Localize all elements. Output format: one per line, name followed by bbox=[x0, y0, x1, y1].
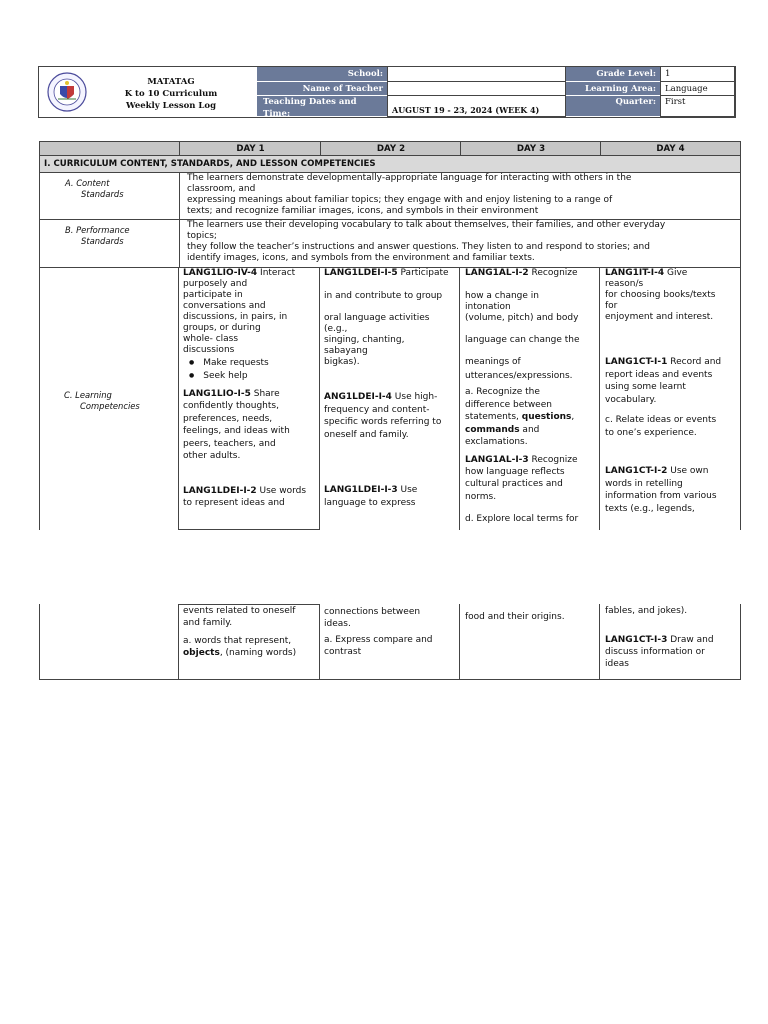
day-3-header: DAY 3 bbox=[516, 144, 546, 154]
competency-line: how language reflects bbox=[465, 466, 565, 477]
competency-code: LANG1LDEI-I-2 bbox=[183, 485, 257, 496]
teaching-dates-label: Teaching Dates and Time: bbox=[257, 96, 387, 117]
quarter-label: Quarter: bbox=[566, 96, 660, 117]
deped-seal-logo bbox=[47, 72, 87, 112]
competency-line: language can change the bbox=[465, 335, 580, 345]
competency-line: fables, and jokes). bbox=[605, 606, 688, 616]
competency-code: LANG1IT-I-4 bbox=[605, 268, 665, 278]
content-standards-text bbox=[187, 173, 737, 217]
competency-text: Recognize bbox=[528, 268, 578, 278]
competency-line: cultural practices and bbox=[465, 479, 563, 489]
competency-line: ideas bbox=[605, 659, 629, 669]
competency-text: statements, bbox=[465, 412, 522, 422]
competency-line: report ideas and events bbox=[605, 369, 713, 380]
day-4-competencies-continued bbox=[605, 605, 714, 670]
competency-line: for bbox=[605, 301, 618, 311]
competency-line: a. words that represent, bbox=[183, 636, 292, 646]
competency-line: using some learnt bbox=[605, 382, 686, 392]
competency-line: exclamations. bbox=[465, 437, 528, 447]
content-standards-line: texts; and recognize familiar images, icons, and symbols in their environment bbox=[187, 206, 539, 216]
competency-text: Share bbox=[250, 389, 280, 399]
header-title bbox=[111, 76, 231, 112]
learning-area-label: Learning Area: bbox=[566, 82, 660, 96]
competency-line: in and contribute to group bbox=[324, 291, 443, 301]
performance-standards-line: The learners use their developing vocabulary to talk about themselves, their families, and other everyday bbox=[187, 220, 666, 230]
competency-line: c. Relate ideas or events bbox=[605, 415, 717, 425]
competency-line: texts (e.g., legends, bbox=[605, 503, 695, 514]
content-standards-line: expressing meanings about familiar topics; they engage with and enjoy listening to a range of bbox=[187, 195, 613, 205]
competency-code: LANG1LDEI-I-5 bbox=[324, 268, 398, 278]
competency-code: LANG1AL-I-2 bbox=[465, 268, 529, 278]
competency-line: conversations and bbox=[183, 301, 266, 311]
learning-area-field[interactable]: Language bbox=[660, 82, 735, 96]
competency-line: specific words referring to bbox=[324, 417, 442, 427]
competency-line: utterances/expressions. bbox=[465, 371, 573, 381]
competency-code: LANG1LIO-I-5 bbox=[183, 389, 251, 399]
competency-line: participate in bbox=[183, 290, 243, 300]
school-label: School: bbox=[257, 67, 387, 82]
competency-line: how a change in bbox=[465, 291, 539, 301]
competency-bold: questions bbox=[521, 412, 572, 422]
competency-line: to represent ideas and bbox=[183, 498, 285, 508]
teacher-label: Name of Teacher bbox=[257, 82, 387, 96]
competency-line: groups, or during bbox=[183, 323, 261, 333]
competency-line: feelings, and ideas with bbox=[183, 426, 290, 436]
performance-standards-line: topics; bbox=[187, 231, 217, 241]
teacher-field[interactable] bbox=[387, 82, 566, 96]
competency-line: confidently thoughts, bbox=[183, 401, 279, 411]
performance-standards-line: identify images, icons, and symbols from the environment and familiar texts. bbox=[187, 253, 535, 263]
day-1-competencies bbox=[183, 268, 306, 510]
competency-line: food and their origins. bbox=[465, 612, 565, 622]
performance-standards-label-2: Standards bbox=[81, 236, 124, 246]
performance-standards-label-1: B. Performance bbox=[65, 225, 130, 235]
performance-standards-text bbox=[187, 220, 737, 264]
day-3-competencies-continued bbox=[465, 612, 565, 623]
competency-text: and bbox=[519, 424, 540, 435]
learning-competencies-label-2: Competencies bbox=[80, 401, 140, 411]
competency-code: LANG1CT-I-2 bbox=[605, 466, 668, 476]
content-standards-row bbox=[39, 173, 741, 220]
competency-line: preferences, needs, bbox=[183, 413, 273, 424]
learning-competencies-label-1: C. Learning bbox=[64, 390, 112, 400]
performance-standards-line: they follow the teacher’s instructions and answer questions. They listen to and respond to stories; and bbox=[187, 242, 650, 252]
competency-line: a. Express compare and bbox=[324, 635, 433, 645]
competency-line: whole- class bbox=[183, 334, 239, 344]
competency-line: frequency and content- bbox=[324, 404, 430, 415]
competency-line: words in retelling bbox=[605, 478, 683, 489]
competency-line: a. Recognize the bbox=[465, 387, 540, 397]
competency-line: and family. bbox=[183, 618, 233, 628]
competency-line: contrast bbox=[324, 647, 362, 657]
competency-text: Record and bbox=[667, 357, 722, 367]
performance-standards-row bbox=[39, 220, 741, 268]
day-2-competencies bbox=[324, 268, 449, 509]
teaching-dates-field[interactable]: AUGUST 19 - 23, 2024 (WEEK 4) bbox=[387, 96, 566, 117]
competency-text: Draw and bbox=[667, 635, 714, 645]
competency-text: Use high- bbox=[391, 392, 438, 402]
day-1-header: DAY 1 bbox=[236, 144, 265, 154]
competency-text: , (naming words) bbox=[219, 648, 297, 658]
competency-code: LANG1CT-I-1 bbox=[605, 357, 668, 367]
competency-code: LANG1LIO-IV-4 bbox=[183, 268, 258, 278]
header-box bbox=[38, 66, 736, 118]
competency-line: (volume, pitch) and body bbox=[465, 313, 579, 323]
competency-line: events related to oneself bbox=[183, 606, 296, 616]
competency-line: sabayang bbox=[324, 346, 368, 356]
competency-text: Use bbox=[397, 485, 418, 495]
competency-line: (e.g., bbox=[324, 324, 348, 334]
competency-line: intonation bbox=[465, 302, 511, 312]
logo-cell bbox=[39, 67, 258, 117]
competency-line: reason/s bbox=[605, 279, 644, 289]
day-3-competencies bbox=[465, 268, 580, 525]
competency-line: other adults. bbox=[183, 451, 241, 461]
competency-line: bigkas). bbox=[324, 357, 360, 367]
competency-line: enjoyment and interest. bbox=[605, 312, 714, 322]
competency-line: discussions, in pairs, in bbox=[183, 312, 288, 322]
day-header-row bbox=[39, 141, 741, 156]
competency-line: oral language activities bbox=[324, 313, 430, 323]
day-4-header: DAY 4 bbox=[656, 144, 685, 154]
competency-line: for choosing books/texts bbox=[605, 290, 716, 300]
performance-standards-label bbox=[40, 225, 205, 247]
competency-line: connections between bbox=[324, 607, 421, 617]
competency-text: Recognize bbox=[528, 454, 578, 465]
content-standards-line: classroom, and bbox=[187, 184, 256, 194]
content-standards-line: The learners demonstrate developmentally-appropriate language for interacting with others in the bbox=[187, 173, 632, 183]
competency-line: peers, teachers, and bbox=[183, 438, 276, 449]
header-title-line-1: MATATAG bbox=[147, 77, 195, 87]
bullet-item: Make requests bbox=[203, 358, 269, 368]
competency-text: , bbox=[571, 412, 575, 422]
competency-line: purposely and bbox=[183, 279, 248, 289]
competency-line: ideas. bbox=[324, 619, 351, 629]
header-title-line-3: Weekly Lesson Log bbox=[125, 101, 217, 111]
content-standards-label-2: Standards bbox=[81, 189, 124, 199]
competency-text: Use words bbox=[256, 485, 307, 496]
day-4-competencies bbox=[605, 268, 721, 515]
day-2-header: DAY 2 bbox=[376, 144, 406, 154]
competency-line: vocabulary. bbox=[605, 394, 657, 405]
day-2-competencies-continued bbox=[324, 606, 433, 658]
section-title: I. CURRICULUM CONTENT, STANDARDS, AND LESSON COMPETENCIES bbox=[39, 156, 741, 173]
bullet-item: Seek help bbox=[203, 371, 248, 381]
content-standards-label-1: A. Content bbox=[65, 178, 110, 188]
competency-text: Give bbox=[664, 268, 688, 278]
competency-line: discussions bbox=[183, 345, 235, 355]
content-standards-label bbox=[40, 178, 205, 200]
competency-line: d. Explore local terms for bbox=[465, 514, 579, 524]
competency-bold: commands bbox=[465, 424, 520, 435]
competency-text: Use own bbox=[667, 466, 709, 476]
competency-line: singing, chanting, bbox=[324, 335, 405, 345]
competency-line: oneself and family. bbox=[324, 429, 409, 440]
grade-level-field[interactable]: 1 bbox=[660, 67, 735, 82]
competency-line: language to express bbox=[324, 497, 416, 508]
competency-code: LANG1CT-I-3 bbox=[605, 635, 668, 645]
header-title-line-2: K to 10 Curriculum bbox=[124, 89, 218, 99]
competency-bold: objects bbox=[183, 648, 220, 658]
competency-text: Participate bbox=[397, 268, 449, 278]
quarter-field[interactable]: First bbox=[660, 96, 735, 117]
day-1-competencies-continued bbox=[183, 605, 296, 659]
competency-line: information from various bbox=[605, 491, 717, 501]
competency-code: LANG1AL-I-3 bbox=[465, 454, 529, 465]
competency-code: ANG1LDEI-I-4 bbox=[324, 392, 392, 402]
competency-line: meanings of bbox=[465, 357, 521, 367]
competency-code: LANG1LDEI-I-3 bbox=[324, 485, 398, 495]
school-field[interactable] bbox=[387, 67, 566, 82]
competency-line: to one’s experience. bbox=[605, 427, 697, 438]
grade-level-label: Grade Level: bbox=[566, 67, 660, 82]
competency-line: norms. bbox=[465, 491, 497, 502]
competency-text: Interact bbox=[257, 268, 296, 278]
competency-line: discuss information or bbox=[605, 647, 705, 657]
competency-line: difference between bbox=[465, 399, 552, 410]
